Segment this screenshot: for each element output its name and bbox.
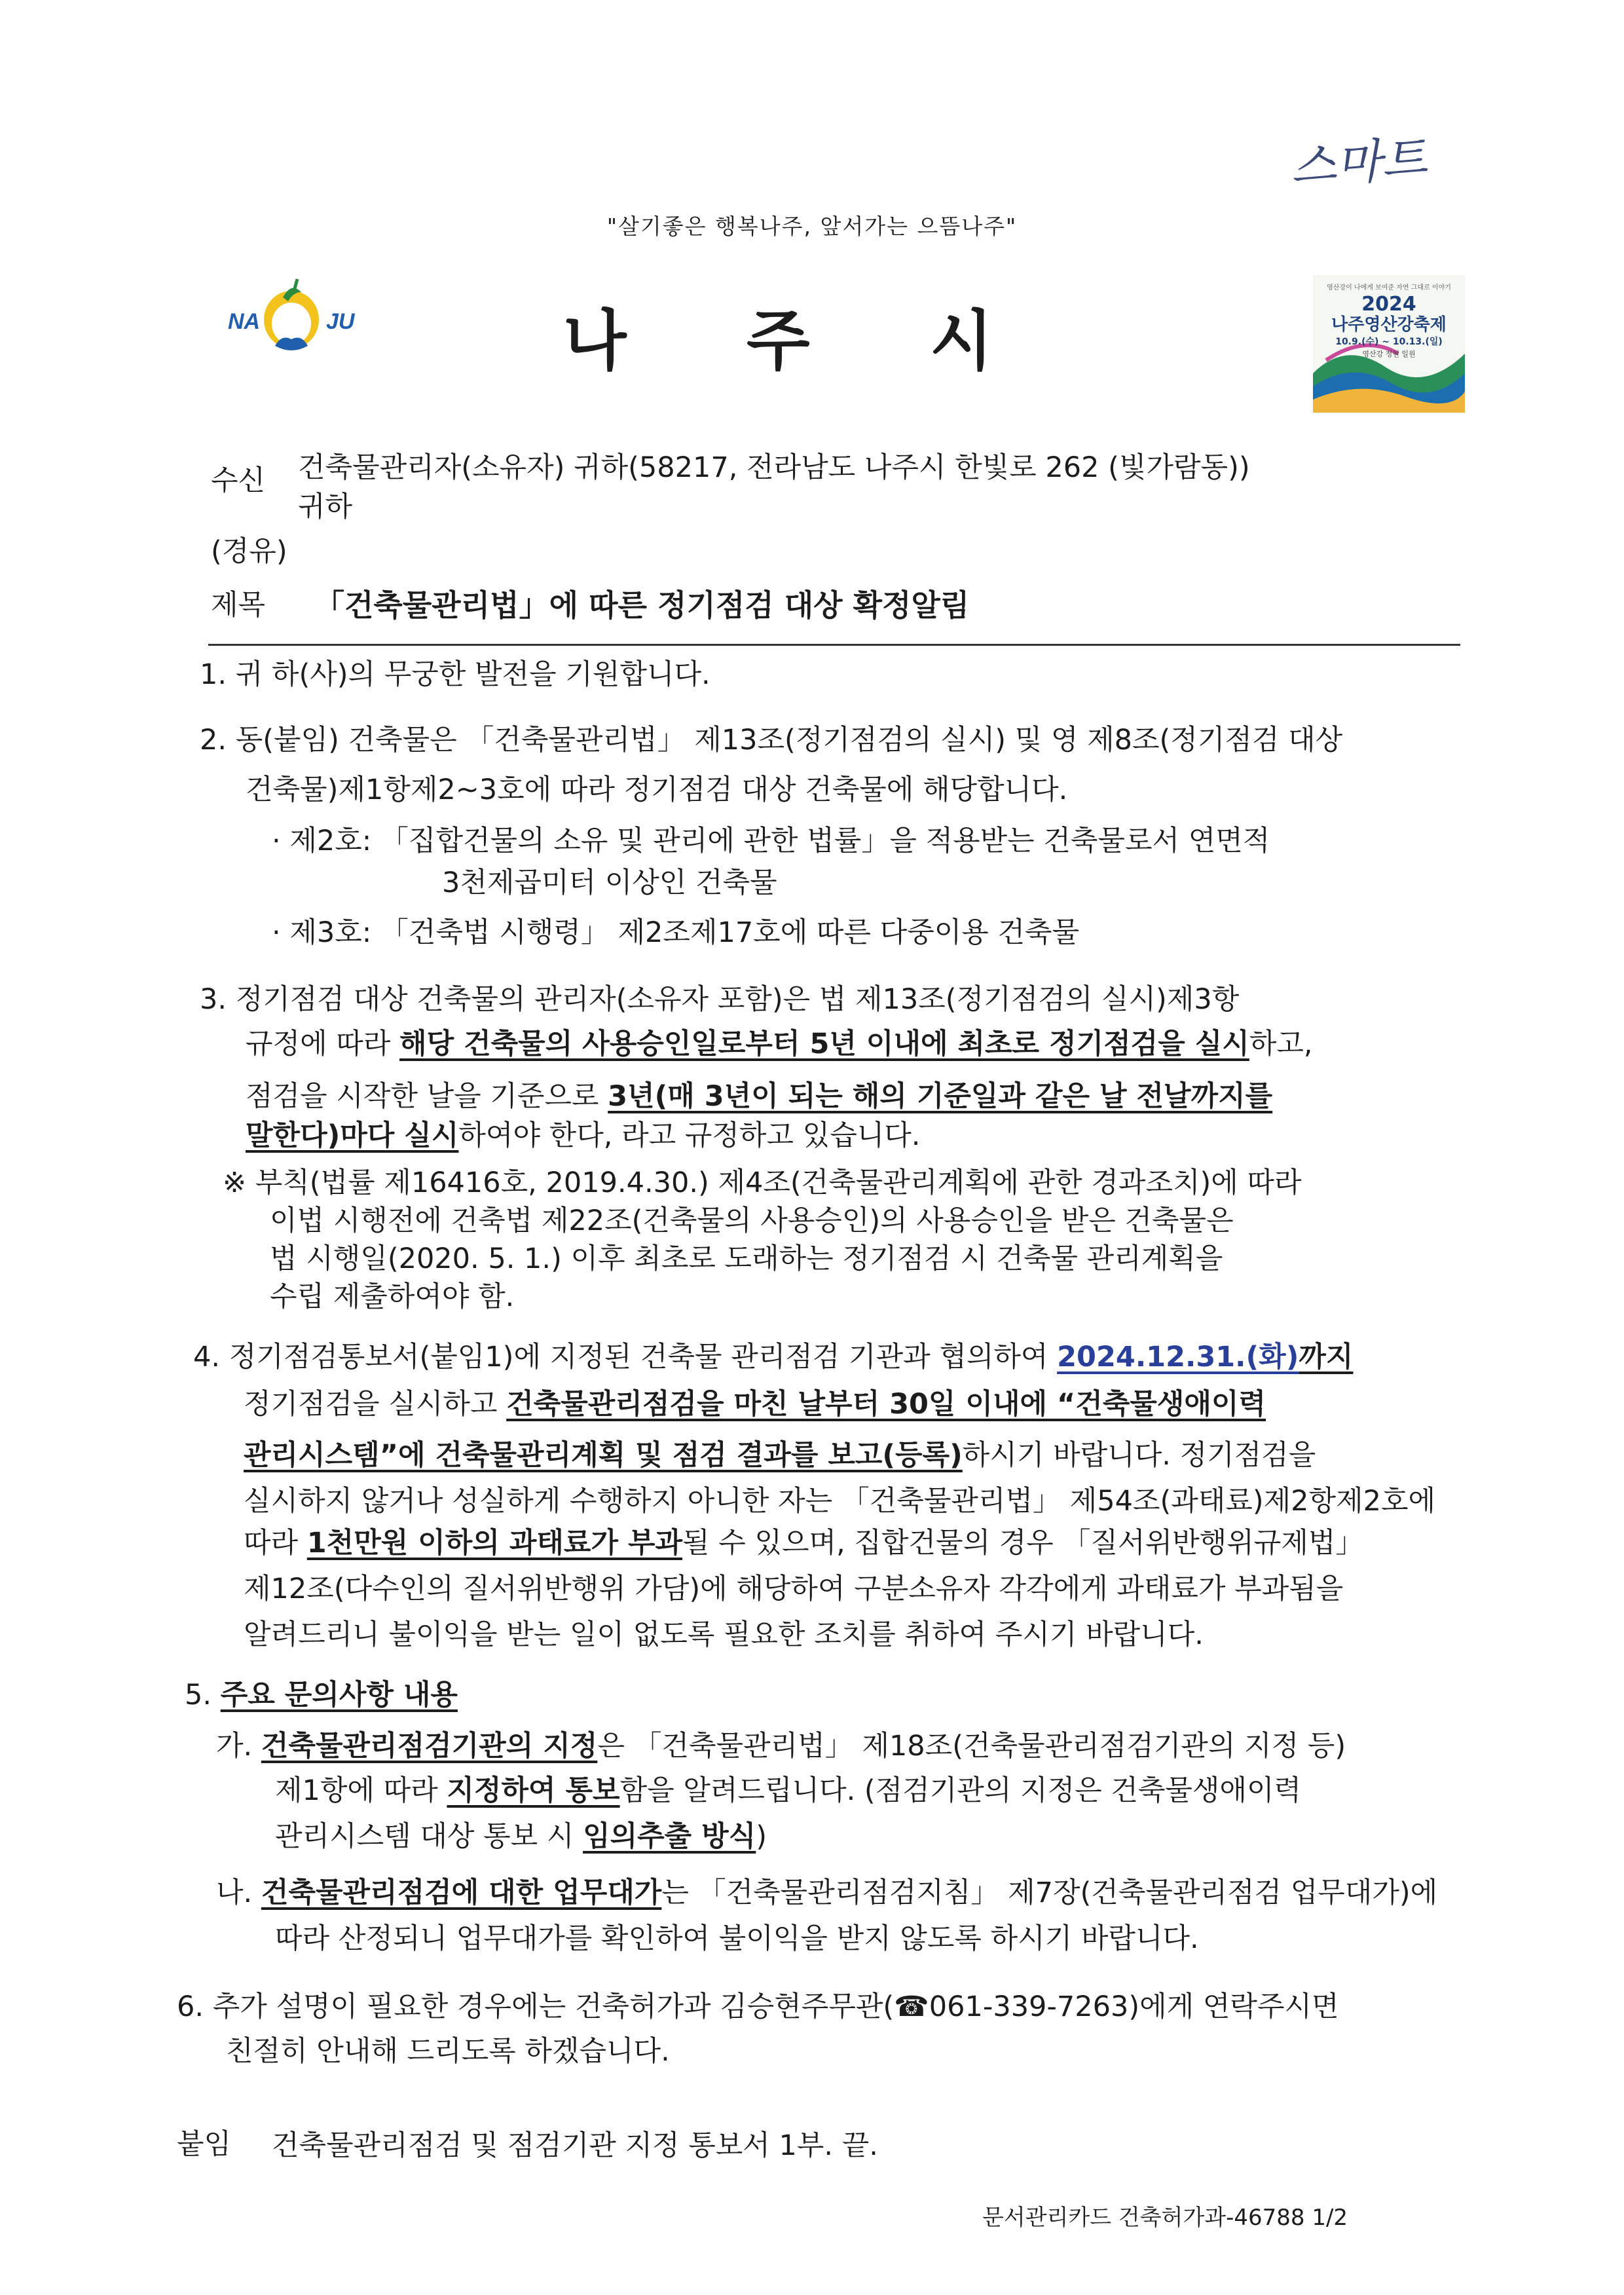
emphasis-service-fee: 건축물관리점검에 대한 업무대가 [261,1876,662,1909]
attachment-label: 붙임 [177,2128,232,2161]
banner-dates: 10.9.(수) ~ 10.13.(일) [1335,337,1443,347]
paragraph-4-line3: 관리시스템”에 건축물관리계획 및 점검 결과를 보고(등록)하시기 바랍니다. 정기점검을 [244,1439,1316,1472]
subject: 「건축물관리법」에 따른 정기점검 대상 확정알림 [314,588,970,623]
handwritten-note: 스마트 [1288,130,1429,195]
item-na-line2: 따라 산정되니 업무대가를 확인하여 불이익을 받지 않도록 하시기 바랍니다. [275,1922,1199,1955]
paragraph-2-line2: 건축물)제1항제2~3호에 따라 정기점검 대상 건축물에 해당합니다. [246,774,1068,806]
document-footer: 문서관리카드 건축허가과-46788 1/2 [982,2205,1348,2231]
note-line1: ※ 부칙(법률 제16416호, 2019.4.30.) 제4조(건축물관리계획에 관한 경과조치)에 따라 [223,1166,1302,1199]
paragraph-4-line7: 알려드리니 불이익을 받는 일이 없도록 필요한 조치를 취하여 주시기 바랍니다. [244,1618,1204,1651]
emphasis-fine: 1천만원 이하의 과태료가 부과 [306,1527,683,1559]
paragraph-2-bullet1-cont: 3천제곱미터 이상인 건축물 [442,867,777,899]
org-char-3: 시 [930,303,993,379]
paragraph-3-line3: 점검을 시작한 날을 기준으로 3년(매 3년이 되는 해의 기준일과 같은 날 전날까지를 [246,1080,1273,1113]
paragraph-4-line6: 제12조(다수인의 질서위반행위 가담)에 해당하여 구분소유자 각각에게 과태료가 부과됨을 [244,1573,1344,1605]
paragraph-5-title: 5. 주요 문의사항 내용 [185,1679,458,1711]
paragraph-6-line2: 친절히 안내해 드리도록 하겠습니다. [226,2035,670,2068]
recipient-line1: 건축물관리자(소유자) 귀하(58217, 전라남도 나주시 한빛로 262 (빛가람동)) [298,451,1250,484]
naju-logo [210,269,373,373]
paragraph-3-line2: 규정에 따라 해당 건축물의 사용승인일로부터 5년 이내에 최초로 정기점검을 실시하고, [246,1028,1313,1060]
note-line3: 법 시행일(2020. 5. 1.) 이후 최초로 도래하는 정기점검 시 건축물 관리계획을 [270,1242,1223,1275]
banner-name: 나주영산강축제 [1331,315,1447,335]
recipient-label: 수신 [211,464,266,497]
paragraph-1: 1. 귀 하(사)의 무궁한 발전을 기원합니다. [200,658,710,691]
emphasis-3-year: 3년(매 3년이 되는 해의 기준일과 같은 날 전날까지를 [608,1080,1273,1113]
paragraph-4-line1: 4. 정기점검통보서(붙임1)에 지정된 건축물 관리점검 기관과 협의하여 2024.12.31.(화)까지 [193,1341,1354,1373]
emphasis-3-year-cont: 말한다)마다 실시 [246,1119,459,1152]
paragraph-3-line4: 말한다)마다 실시하여야 한다, 라고 규정하고 있습니다. [246,1119,921,1152]
paragraph-3-line1: 3. 정기점검 대상 건축물의 관리자(소유자 포함)은 법 제13조(정기점검의 실시)제3항 [200,983,1240,1016]
emphasis-agency-designation: 건축물관리점검기관의 지정 [261,1730,598,1763]
emphasis-report-system: 관리시스템”에 건축물관리계획 및 점검 결과를 보고(등록) [244,1439,963,1472]
note-line2: 이법 시행전에 건축법 제22조(건축물의 사용승인)의 사용승인을 받은 건축물은 [270,1204,1234,1237]
item-ga-line2: 제1항에 따라 지정하여 통보함을 알려드립니다. (점검기관의 지정은 건축물생애이력 [275,1774,1302,1807]
logo-right-text: JU [326,309,355,334]
emphasis-designate-notify: 지정하여 통보 [447,1774,620,1807]
deadline-date: 2024.12.31.(화) [1057,1341,1299,1373]
section-title-inquiries: 주요 문의사항 내용 [220,1679,458,1711]
item-na-line1: 나. 건축물관리점검에 대한 업무대가는 「건축물관리점검지침」 제7장(건축물관리점검 업무대가)에 [216,1876,1438,1909]
banner-top-line: 영산강이 나에게 보여준 자연 그대로 이야기 [1327,284,1451,291]
paragraph-4-line5: 따라 1천만원 이하의 과태료가 부과될 수 있으며, 집합건물의 경우 「질서위반행위규제법」 [244,1527,1364,1559]
festival-banner [1313,275,1465,413]
via-label: (경유) [211,535,287,568]
item-ga-line3: 관리시스템 대상 통보 시 임의추출 방식) [275,1820,767,1853]
recipient-line2: 귀하 [298,491,353,523]
subject-divider [208,644,1460,646]
emphasis-report-deadline: 건축물관리점검을 마친 날부터 30일 이내에 “건축물생애이력 [506,1388,1266,1421]
org-title [563,288,1015,382]
item-ga-line1: 가. 건축물관리점검기관의 지정은 「건축물관리법」 제18조(건축물관리점검기관의 지정 등) [216,1730,1346,1763]
slogan: "살기좋은 행복나주, 앞서가는 으뜸나주" [606,214,1018,239]
note-line4: 수립 제출하여야 함. [270,1280,515,1313]
paragraph-6-line1: 6. 추가 설명이 필요한 경우에는 건축허가과 김승현주무관(☎061-339-7263)에게 연락주시면 [177,1990,1339,2023]
org-char-2: 주 [747,303,810,379]
paragraph-4-line4: 실시하지 않거나 성실하게 수행하지 아니한 자는 「건축물관리법」 제54조(과태료)제2항제2호에 [244,1485,1436,1518]
emphasis-first-inspection: 해당 건축물의 사용승인일로부터 5년 이내에 최초로 정기점검을 실시 [399,1028,1249,1060]
banner-year: 2024 [1361,293,1416,316]
subject-label: 제목 [211,589,266,622]
paragraph-4-line2: 정기점검을 실시하고 건축물관리점검을 마친 날부터 30일 이내에 “건축물생애이력 [244,1388,1266,1421]
paragraph-2-line1: 2. 동(붙임) 건축물은 「건축물관리법」 제13조(정기점검의 실시) 및 영 제8조(정기점검 대상 [200,724,1343,756]
logo-left-text: NA [228,309,261,334]
org-char-1: 나 [563,303,627,379]
paragraph-2-bullet2: · 제3호: 「건축법 시행령」 제2조제17호에 따른 다중이용 건축물 [272,916,1080,949]
banner-place: 영산강 정원 일원 [1362,350,1416,358]
emphasis-random-selection: 임의추출 방식 [583,1820,756,1853]
attachment-text: 건축물관리점검 및 점검기관 지정 통보서 1부. 끝. [272,2129,878,2162]
paragraph-2-bullet1: · 제2호: 「집합건물의 소유 및 관리에 관한 법률」을 적용받는 건축물로서 연면적 [272,825,1270,857]
